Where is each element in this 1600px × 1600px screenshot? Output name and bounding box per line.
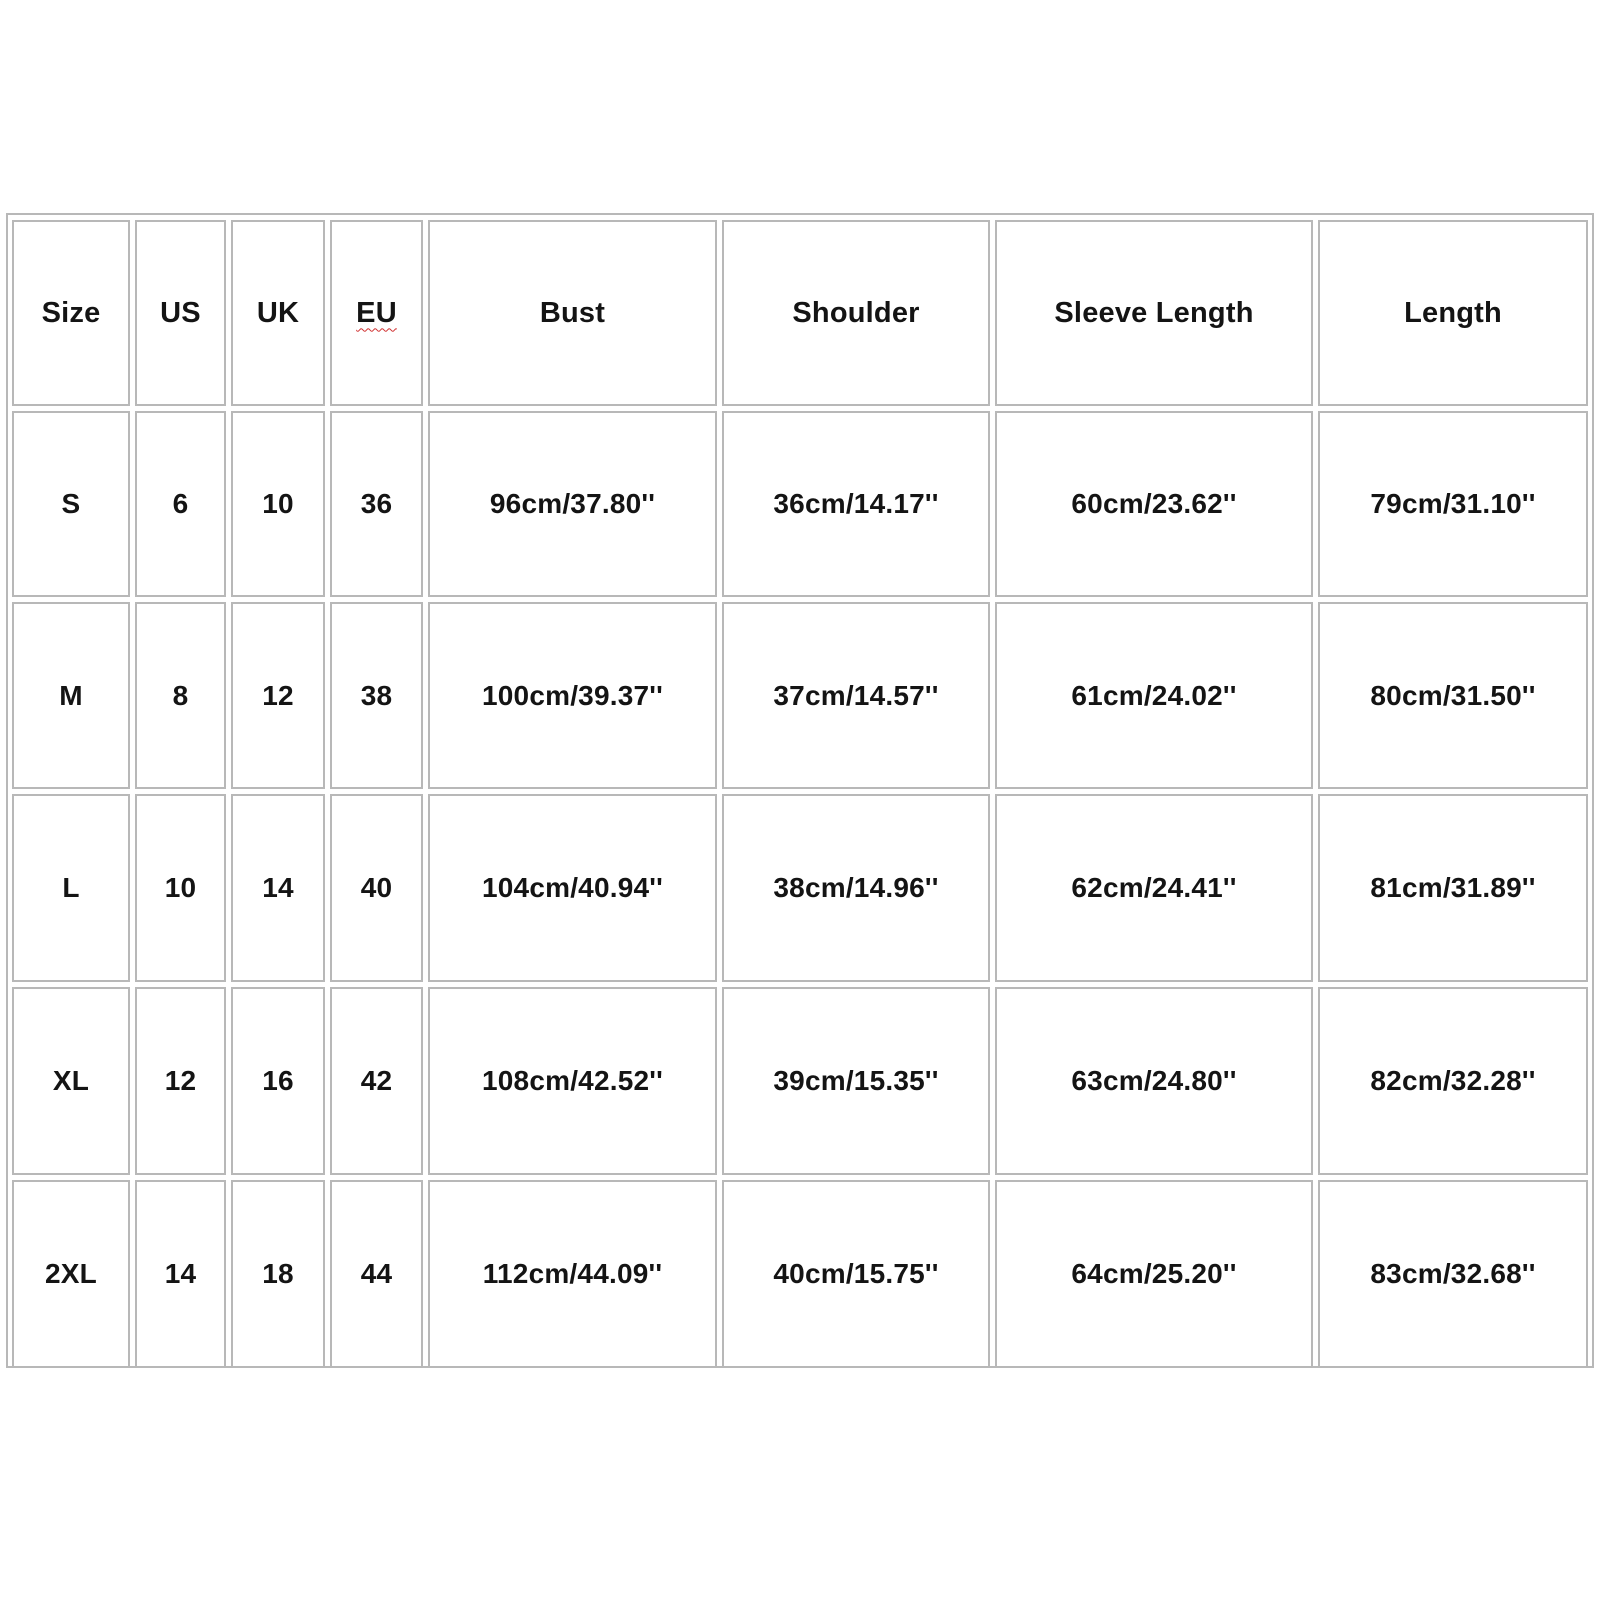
cell-s-shoulder-text: 36cm/14.17'' (773, 488, 939, 519)
cell-2xl-eu-text: 44 (360, 1258, 393, 1289)
cell-s-eu (330, 411, 423, 597)
header-length (1318, 220, 1588, 406)
cell-l-size (12, 794, 130, 982)
header-us (135, 220, 226, 406)
header-eu (330, 220, 423, 406)
header-us-text: US (160, 296, 201, 329)
cell-m-uk-text: 12 (262, 679, 294, 711)
cell-m-size-text: M (59, 679, 83, 711)
cell-s-sleeve-length-text: 60cm/23.62'' (1071, 488, 1237, 519)
cell-m-uk (231, 602, 325, 789)
header-sleeve-length-text: Sleeve Length (1054, 296, 1254, 329)
cell-2xl-shoulder-text: 40cm/15.75'' (773, 1258, 939, 1289)
cell-l-uk (231, 794, 325, 982)
cell-l-us (135, 794, 226, 982)
cell-xl-eu-text: 42 (360, 1065, 393, 1096)
cell-2xl-uk (231, 1180, 325, 1368)
cell-m-eu (330, 602, 423, 789)
cell-2xl-length-text: 83cm/32.68'' (1370, 1258, 1536, 1289)
cell-m-us (135, 602, 226, 789)
cell-xl-eu (330, 987, 423, 1175)
cell-l-size-text: L (62, 872, 80, 903)
cell-s-uk (231, 411, 325, 597)
header-shoulder (722, 220, 990, 406)
header-bust-text: Bust (539, 296, 606, 329)
header-size (12, 220, 130, 406)
cell-2xl-size-text: 2XL (45, 1258, 97, 1289)
cell-l-eu (330, 794, 423, 982)
cell-2xl-shoulder (722, 1180, 990, 1368)
cell-2xl-uk-text: 18 (262, 1258, 294, 1289)
cell-2xl-sleeve-length-text: 64cm/25.20'' (1071, 1258, 1237, 1289)
cell-l-sleeve-length-text: 62cm/24.41'' (1071, 872, 1237, 903)
cell-l-bust-text: 104cm/40.94'' (482, 872, 663, 903)
cell-l-shoulder-text: 38cm/14.96'' (773, 872, 939, 903)
cell-m-length (1318, 602, 1588, 789)
cell-m-size (12, 602, 130, 789)
cell-xl-size (12, 987, 130, 1175)
cell-xl-shoulder-text: 39cm/15.35'' (773, 1065, 939, 1096)
cell-s-eu-text: 36 (360, 488, 393, 519)
cell-xl-length (1318, 987, 1588, 1175)
cell-2xl-us (135, 1180, 226, 1368)
cell-l-length-text: 81cm/31.89'' (1370, 872, 1536, 903)
cell-l-length (1318, 794, 1588, 982)
cell-2xl-size (12, 1180, 130, 1368)
header-length-text: Length (1404, 296, 1502, 329)
cell-xl-bust (428, 987, 717, 1175)
cell-m-us-text: 8 (172, 679, 189, 711)
cell-xl-length-text: 82cm/32.28'' (1370, 1065, 1536, 1096)
cell-2xl-us-text: 14 (164, 1258, 197, 1289)
cell-s-size (12, 411, 130, 597)
cell-xl-us (135, 987, 226, 1175)
cell-2xl-sleeve-length (995, 1180, 1313, 1368)
cell-m-eu-text: 38 (360, 679, 393, 711)
cell-s-bust-text: 96cm/37.80'' (489, 488, 656, 519)
cell-s-bust (428, 411, 717, 597)
header-size-text: Size (41, 296, 101, 329)
cell-2xl-eu (330, 1180, 423, 1368)
cell-l-sleeve-length (995, 794, 1313, 982)
cell-m-shoulder-text: 37cm/14.57'' (773, 679, 939, 711)
cell-s-uk-text: 10 (262, 488, 294, 519)
cell-s-length-text: 79cm/31.10'' (1370, 488, 1536, 519)
cell-l-us-text: 10 (164, 872, 197, 903)
cell-xl-size-text: XL (52, 1065, 90, 1096)
header-uk-text: UK (256, 296, 300, 329)
cell-m-shoulder (722, 602, 990, 789)
cell-l-shoulder (722, 794, 990, 982)
cell-xl-sleeve-length (995, 987, 1313, 1175)
cell-l-bust (428, 794, 717, 982)
cell-2xl-bust (428, 1180, 717, 1368)
cell-s-sleeve-length (995, 411, 1313, 597)
cell-2xl-length (1318, 1180, 1588, 1368)
cell-l-uk-text: 14 (262, 872, 294, 903)
cell-m-bust (428, 602, 717, 789)
cell-s-us-text: 6 (172, 488, 189, 519)
cell-m-sleeve-length-text: 61cm/24.02'' (1071, 679, 1237, 711)
header-shoulder-text: Shoulder (792, 296, 920, 329)
cell-xl-sleeve-length-text: 63cm/24.80'' (1071, 1065, 1237, 1096)
cell-xl-bust-text: 108cm/42.52'' (482, 1065, 663, 1096)
cell-xl-uk (231, 987, 325, 1175)
cell-2xl-bust-text: 112cm/44.09'' (482, 1258, 663, 1289)
cell-s-shoulder (722, 411, 990, 597)
header-bust (428, 220, 717, 406)
cell-m-bust-text: 100cm/39.37'' (482, 679, 663, 711)
cell-xl-uk-text: 16 (262, 1065, 294, 1096)
cell-s-length (1318, 411, 1588, 597)
header-sleeve-length (995, 220, 1313, 406)
cell-s-us (135, 411, 226, 597)
size-chart-table (6, 213, 1594, 1368)
header-uk (231, 220, 325, 406)
header-eu-text: EU (356, 296, 397, 329)
cell-m-sleeve-length (995, 602, 1313, 789)
cell-xl-shoulder (722, 987, 990, 1175)
cell-xl-us-text: 12 (164, 1065, 197, 1096)
cell-l-eu-text: 40 (360, 872, 393, 903)
cell-m-length-text: 80cm/31.50'' (1370, 679, 1536, 711)
cell-s-size-text: S (61, 488, 81, 519)
